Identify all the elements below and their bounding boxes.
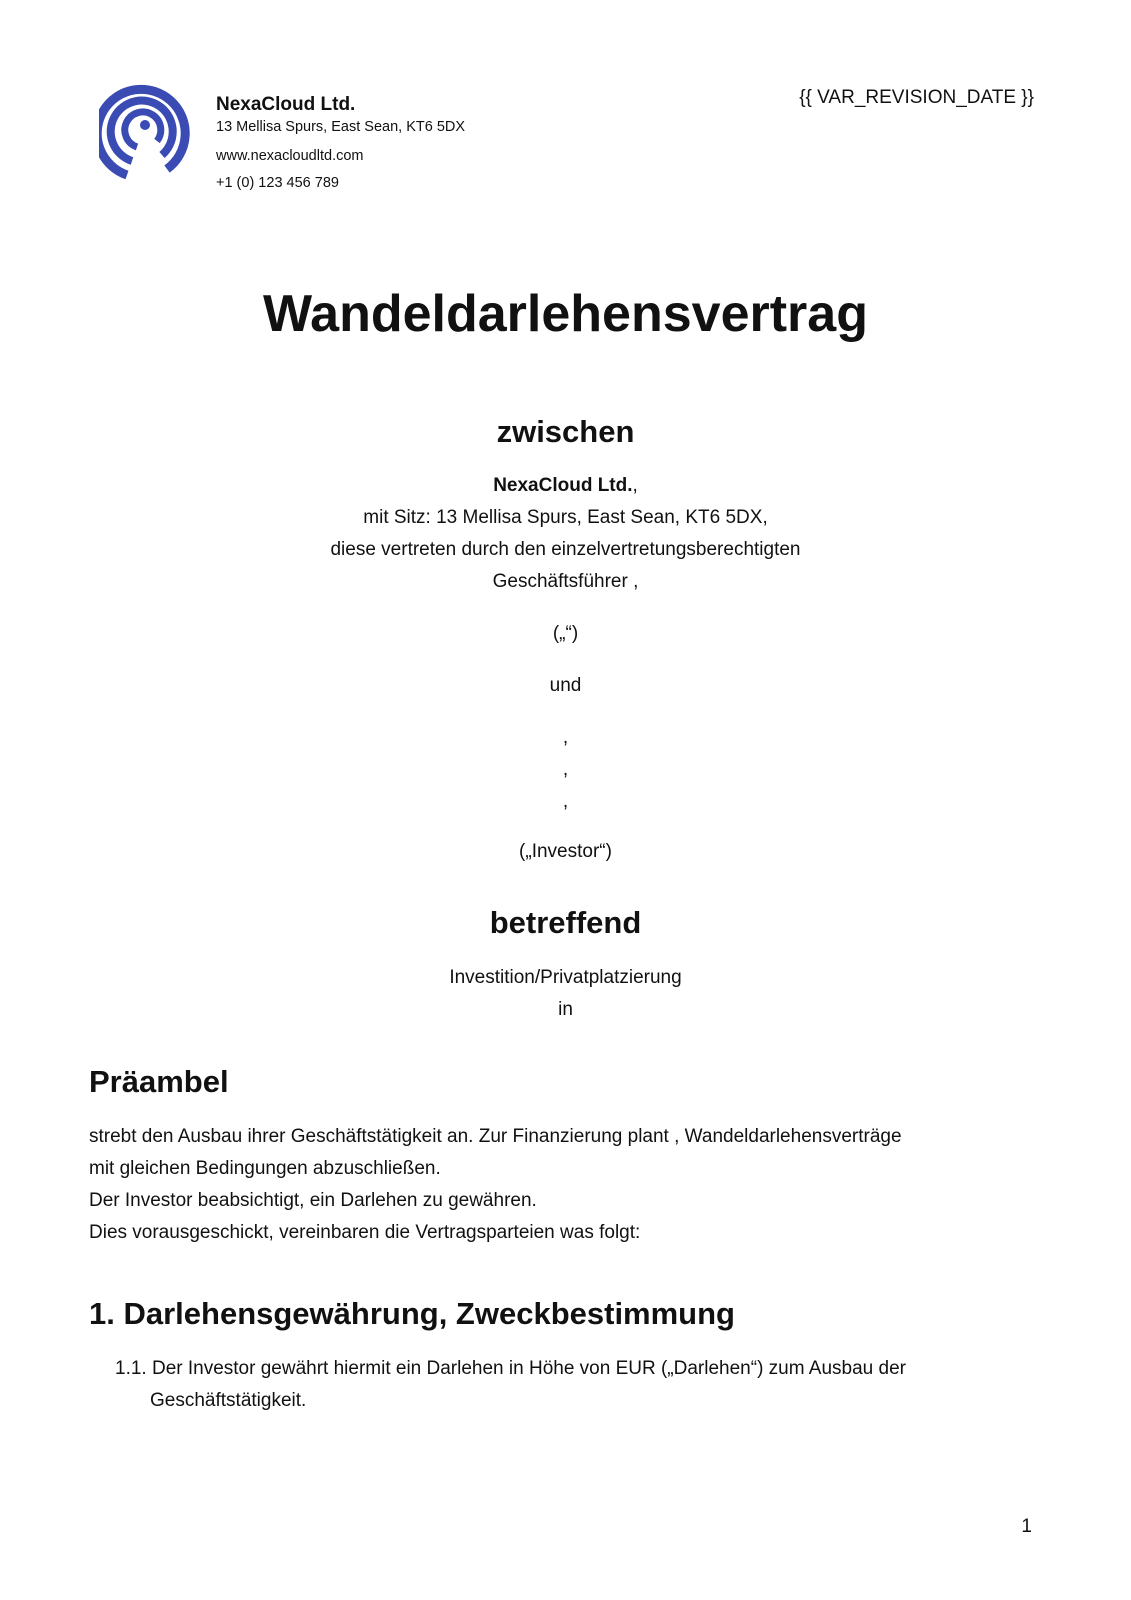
page-number: 1 — [1021, 1516, 1032, 1537]
preamble-line-2: mit gleichen Bedingungen abzuschließen. — [89, 1158, 441, 1179]
party1-seat: mit Sitz: 13 Mellisa Spurs, East Sean, KT6 5DX, — [363, 507, 768, 528]
preamble-line-4: Dies vorausgeschickt, vereinbaren die Vertragsparteien was folgt: — [89, 1222, 641, 1243]
party1-name: NexaCloud Ltd. — [493, 475, 633, 496]
regarding-line-2: in — [558, 999, 573, 1020]
preamble-line-1: strebt den Ausbau ihrer Geschäftstätigkeit an. Zur Finanzierung plant , Wandeldarlehensverträge — [89, 1126, 902, 1147]
party2-alias: („Investor“) — [519, 841, 612, 862]
party1-managing-director: Geschäftsführer , — [492, 571, 639, 592]
company-logo — [99, 79, 191, 181]
company-address: 13 Mellisa Spurs, East Sean, KT6 5DX — [216, 119, 466, 135]
party1-represented: diese vertreten durch den einzelvertretungsberechtigten — [330, 539, 801, 560]
between-heading: zwischen — [496, 414, 635, 449]
section-1-heading: 1. Darlehensgewährung, Zweckbestimmung — [89, 1296, 735, 1331]
party2-line-1: , — [562, 727, 569, 748]
company-website: www.nexacloudltd.com — [216, 148, 364, 164]
and-word: und — [549, 675, 582, 696]
party1-alias: („“) — [552, 623, 579, 644]
company-name: NexaCloud Ltd. — [216, 94, 356, 115]
regarding-heading: betreffend — [489, 905, 642, 940]
company-phone: +1 (0) 123 456 789 — [216, 175, 339, 191]
party1-name-line — [0, 470, 1131, 502]
party1-name-suffix: , — [632, 475, 638, 496]
document-title: Wandeldarlehensvertrag — [263, 285, 868, 343]
company-info — [216, 94, 465, 192]
preamble-line-3: Der Investor beabsichtigt, ein Darlehen zu gewähren. — [89, 1190, 537, 1211]
party2-line-3: , — [562, 791, 569, 812]
party2-line-2: , — [562, 759, 569, 780]
revision-date: {{ VAR_REVISION_DATE }} — [799, 87, 1034, 108]
section-1-item-1: 1.1. Der Investor gewährt hiermit ein Darlehen in Höhe von EUR („Darlehen“) zum Ausbau der Geschäftstätigkeit. — [115, 1358, 906, 1411]
preamble-heading: Präambel — [89, 1064, 229, 1099]
regarding-line-1: Investition/Privatplatzierung — [449, 967, 682, 988]
